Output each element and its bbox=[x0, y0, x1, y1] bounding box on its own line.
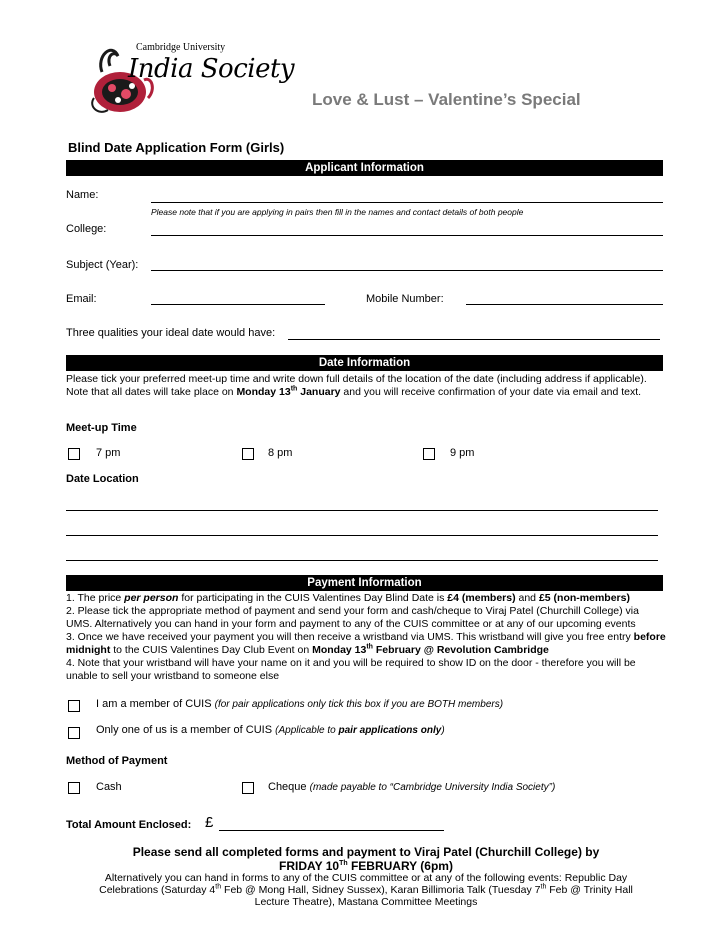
logo-line-1: Cambridge University bbox=[136, 42, 226, 53]
date-intro bbox=[66, 373, 666, 399]
email-field[interactable] bbox=[151, 304, 325, 305]
time-9pm-label: 9 pm bbox=[450, 447, 475, 459]
method-heading: Method of Payment bbox=[66, 755, 168, 767]
deadline-sup: Th bbox=[339, 860, 348, 867]
time-8pm-label: 8 pm bbox=[268, 447, 293, 459]
cheque-label: Cheque bbox=[268, 781, 307, 793]
payment-point-3 bbox=[66, 631, 666, 657]
cheque-note: (made payable to “Cambridge University India Society”) bbox=[309, 782, 556, 793]
p3-text-e: February @ Revolution Cambridge bbox=[372, 644, 549, 656]
cash-label: Cash bbox=[96, 781, 122, 793]
pair-note: Please note that if you are applying in pairs then fill in the names and contact details of both people bbox=[151, 207, 524, 217]
location-line-3[interactable] bbox=[66, 560, 658, 561]
location-heading: Date Location bbox=[66, 473, 139, 485]
time-7pm-label: 7 pm bbox=[96, 447, 121, 459]
send-line: Please send all completed forms and payment to Viraj Patel (Churchill College) by bbox=[132, 845, 600, 859]
one-member-option bbox=[96, 724, 445, 736]
alt-2c: Feb @ Trinity Hall bbox=[546, 884, 633, 896]
time-9pm-checkbox[interactable] bbox=[423, 448, 435, 460]
cheque-checkbox[interactable] bbox=[242, 782, 254, 794]
p1-text-c: for participating in the CUIS Valentines Day Blind Date is bbox=[178, 592, 448, 604]
name-field[interactable] bbox=[151, 202, 663, 203]
alt-line-2 bbox=[66, 884, 666, 896]
qualities-field[interactable] bbox=[288, 339, 660, 340]
payment-points bbox=[66, 592, 666, 683]
society-logo bbox=[88, 36, 295, 120]
one-member-note bbox=[275, 725, 445, 736]
cash-checkbox[interactable] bbox=[68, 782, 80, 794]
pound-sign: £ bbox=[205, 814, 214, 831]
event-title: Love & Lust – Valentine’s Special bbox=[312, 90, 581, 109]
p1-text-e: and bbox=[515, 592, 539, 604]
p3-text-c: to the CUIS Valentines Day Club Event on bbox=[110, 644, 313, 656]
college-label: College: bbox=[66, 223, 107, 235]
alt-2b: Feb @ Mong Hall, Sidney Sussex), Karan Billimoria Talk (Tuesday 7 bbox=[221, 884, 541, 896]
deadline-a: FRIDAY 10 bbox=[279, 859, 340, 873]
one-member-note-a: (Applicable to bbox=[275, 725, 339, 736]
date-info-bar: Date Information bbox=[66, 355, 663, 371]
deadline-b: FEBRUARY (6pm) bbox=[347, 859, 453, 873]
logo-line-2: India Society bbox=[128, 54, 295, 84]
name-label: Name: bbox=[66, 189, 99, 201]
date-intro-month: January bbox=[297, 386, 341, 398]
date-intro-text: Please tick your preferred meet-up time and write down full details of the location of the date (including address if applicable). Note that all dates will take place on bbox=[66, 373, 647, 398]
member-checkbox[interactable] bbox=[68, 700, 80, 712]
payment-point-2: 2. Please tick the appropriate method of payment and send your form and cash/cheque to Viraj Patel (Churchill College) via UMS. Alternatively you can hand in your form and payment to any of the CUIS committee or at any of our upcoming events bbox=[66, 605, 639, 630]
one-member-label: Only one of us is a member of CUIS bbox=[96, 724, 273, 736]
total-label: Total Amount Enclosed: bbox=[66, 819, 192, 831]
member-label: I am a member of CUIS bbox=[96, 698, 212, 710]
p3-sup: th bbox=[366, 643, 373, 651]
college-field[interactable] bbox=[151, 235, 663, 236]
alt-2sup: th bbox=[215, 883, 222, 891]
p1-text-b: per person bbox=[124, 592, 179, 604]
payment-point-1 bbox=[66, 592, 666, 605]
alt-2sup2: th bbox=[540, 883, 547, 891]
cheque-option bbox=[268, 781, 555, 793]
date-intro-day: Monday 13 bbox=[236, 386, 291, 398]
one-member-checkbox[interactable] bbox=[68, 727, 80, 739]
date-intro-sup: th bbox=[290, 385, 298, 393]
p1-text-a: 1. The price bbox=[66, 592, 125, 604]
email-label: Email: bbox=[66, 293, 97, 305]
payment-point-4: 4. Note that your wristband will have your name on it and you will be required to show ID on the door - therefore you will be unable to sell your wristband to someone else bbox=[66, 657, 636, 682]
alt-2a: Celebrations (Saturday 4 bbox=[99, 884, 216, 896]
mobile-label: Mobile Number: bbox=[366, 293, 444, 305]
p1-text-f: £5 (non-members) bbox=[538, 592, 630, 604]
meetup-heading: Meet-up Time bbox=[66, 422, 137, 434]
p3-text-b: before midnight bbox=[66, 631, 666, 656]
p3-text-a: 3. Once we have received your payment you will then receive a wristband via UMS. This wristband will give you free entry bbox=[66, 631, 634, 643]
total-field[interactable] bbox=[219, 830, 444, 831]
member-note: (for pair applications only tick this box if you are BOTH members) bbox=[214, 699, 504, 710]
time-7pm-checkbox[interactable] bbox=[68, 448, 80, 460]
one-member-note-c: ) bbox=[441, 725, 445, 736]
p1-text-d: £4 (members) bbox=[447, 592, 516, 604]
deadline-line bbox=[66, 859, 666, 873]
alt-line-3: Lecture Theatre), Mastana Committee Meetings bbox=[254, 896, 478, 908]
form-title: Blind Date Application Form (Girls) bbox=[68, 140, 285, 155]
p3-text-d: Monday 13 bbox=[312, 644, 367, 656]
payment-info-bar: Payment Information bbox=[66, 575, 663, 591]
mobile-field[interactable] bbox=[466, 304, 663, 305]
member-option bbox=[96, 698, 503, 710]
time-8pm-checkbox[interactable] bbox=[242, 448, 254, 460]
applicant-info-bar: Applicant Information bbox=[66, 160, 663, 176]
qualities-label: Three qualities your ideal date would have: bbox=[66, 327, 276, 339]
subject-field[interactable] bbox=[151, 270, 663, 271]
date-intro-text-2: and you will receive confirmation of your date via email and text. bbox=[340, 386, 642, 398]
location-line-2[interactable] bbox=[66, 535, 658, 536]
subject-label: Subject (Year): bbox=[66, 259, 139, 271]
location-line-1[interactable] bbox=[66, 510, 658, 511]
one-member-note-b: pair applications only bbox=[338, 725, 442, 736]
alt-line-1: Alternatively you can hand in forms to any of the CUIS committee or at any of the following events: Republic Day bbox=[104, 872, 628, 884]
